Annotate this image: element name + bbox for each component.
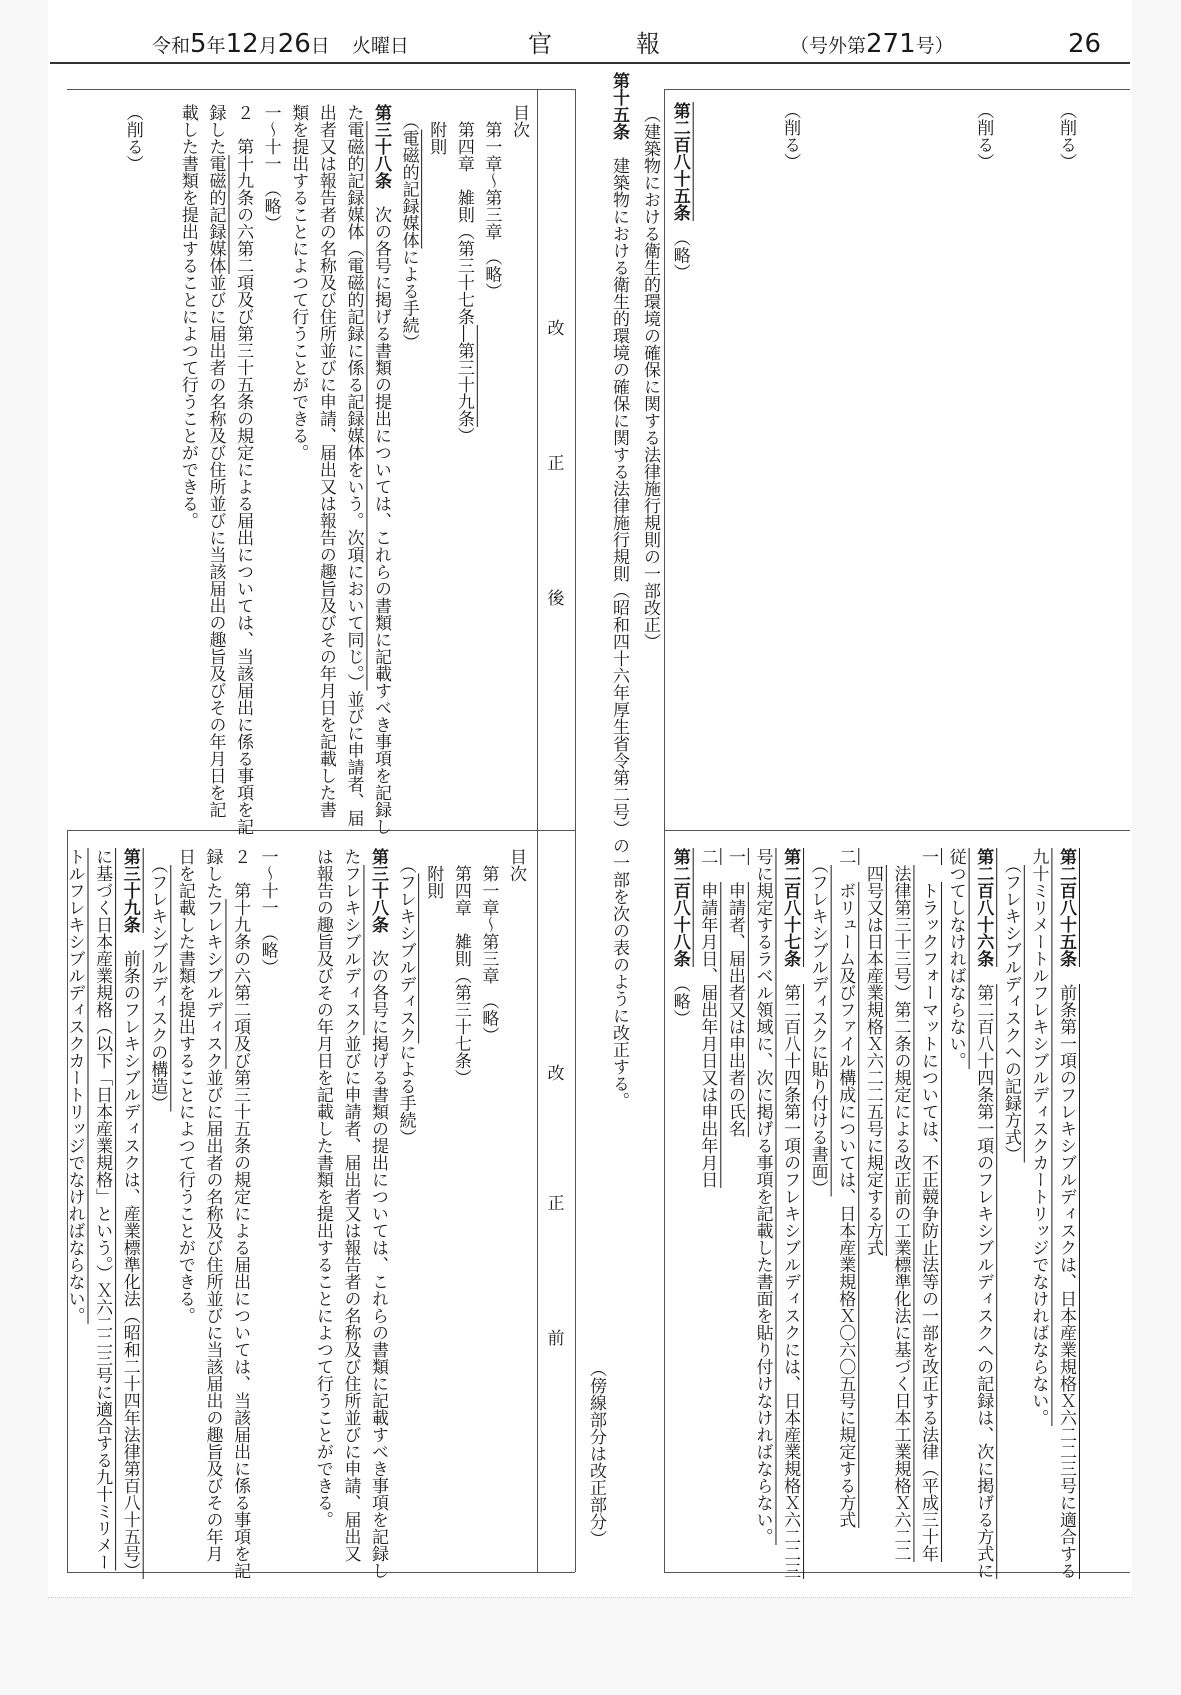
underlined-text: ―第三十九条 (453, 325, 474, 427)
text: 第一章～第三章 （略） (481, 104, 502, 300)
text (890, 848, 910, 865)
text-column (665, 848, 693, 1568)
month: 12 (225, 29, 259, 59)
year-unit: 年 (206, 35, 226, 57)
text-column (308, 848, 336, 1568)
text-column (422, 104, 450, 824)
text: 並びに届出者の名称及び住所並びに当該届出の趣旨及びその年月日を記 (205, 274, 226, 818)
text-column (363, 848, 391, 1579)
text: 目次 (509, 104, 529, 138)
text-column (143, 848, 171, 1568)
text (147, 848, 167, 865)
blank-column (858, 102, 886, 822)
underlined-text: トルフレキシブルディスクカートリッジでなければならない。 (64, 848, 85, 1324)
underlined-text: 従つてしなければならない。 (945, 848, 966, 1069)
text-column (198, 848, 226, 1568)
label-before-3: 前 (547, 1329, 565, 1349)
underlined-text: （フレキシブルディスクへの記録方式） (1000, 865, 1021, 1163)
text-column (449, 104, 477, 824)
text: 次の各号に掲げる書類の提出については、これらの書類に記載すべき事項を記録し (371, 189, 392, 835)
text-column (504, 104, 532, 824)
left-table-right-border (575, 89, 576, 1572)
underlined-text: 九十ミリメートルフレキシブルディスクカートリッジでなければならない。 (1028, 848, 1049, 1426)
underlined-text: 一 (724, 848, 745, 865)
text-column (913, 848, 941, 1568)
underline-note: （傍線部分は改正部分） (586, 1360, 606, 1547)
underlined-text: 前条のフレキシブルディスクは、産業標準化法（昭和二十四年法律第百八十五号） (119, 950, 140, 1579)
label-after-3: 後 (547, 589, 565, 609)
label-after-2: 正 (547, 454, 565, 474)
right-table-top-border (664, 89, 1130, 90)
underlined-text: 法律第三十三号）第二条の規定による改正前の工業標準化法に基づく日本工業規格Ｘ六二二 (890, 865, 911, 1562)
text: （削る） (973, 102, 994, 170)
text-column (720, 848, 748, 1568)
text: （略） (669, 967, 690, 1027)
underlined-text: フレキシブルディスク (202, 899, 223, 1069)
text: （削る） (780, 102, 801, 170)
left-table-bottom-border (67, 1572, 575, 1573)
text-column (803, 848, 831, 1568)
text: （削る） (1056, 102, 1076, 170)
text (1056, 967, 1076, 984)
article-number: 第十五条 (609, 72, 629, 140)
table-after-text (118, 104, 532, 835)
label-before-2: 正 (547, 1194, 565, 1214)
day-unit: 日 (310, 35, 330, 57)
text-column (419, 848, 447, 1568)
text: 日を記載した書類を提出することによつて行うことができる。 (174, 848, 195, 1324)
text-column (88, 848, 116, 1571)
underlined-article-number: 第二百八十七条 (780, 848, 801, 967)
text-column (446, 848, 474, 1568)
text (780, 967, 800, 984)
underlined-text: に基づく日本産業規格（以下「日本産業規格」という。）Ｘ六二二三号に適合する九十ミリメー (92, 848, 113, 1571)
text-column (173, 104, 201, 824)
underlined-article-number: 第二百八十五条 (1056, 848, 1076, 967)
underlined-text: 号に規定するラベル領域に、次に掲げる事項を記載した書面を貼り付けなければならない。 (752, 848, 773, 1545)
era: 令和 (152, 35, 191, 57)
underlined-text: 四号又は日本産業規格Ｘ六二二五号に規定する方式 (862, 865, 883, 1256)
text-column (477, 104, 505, 824)
underlined-article-number: 第二百八十六条 (973, 848, 994, 967)
blank-column (693, 102, 721, 822)
blank-column (913, 102, 941, 822)
text: 一～十一 （略） (260, 104, 281, 232)
blank-column (281, 848, 309, 1568)
underlined-text: トラックフォーマットについては、不正競争防止法等の一部を改正する法律（平成三十年 (918, 882, 939, 1562)
text-column (228, 104, 256, 835)
text-column (748, 848, 776, 1568)
text-column (1024, 848, 1052, 1568)
text: 並びに届出者の名称及び住所並びに当該届出の趣旨及びその年月 (202, 1069, 223, 1562)
underlined-text: 前条第一項のフレキシブルディスクは、日本産業規格Ｘ六二二三号に適合する (1056, 984, 1076, 1579)
text-column (775, 102, 803, 822)
text: は報告の趣旨及びその年月日を記載した書類を提出することによつて行うことができる。 (312, 848, 333, 1528)
underlined-text: 申請者、届出者又は申出者の氏名 (724, 882, 745, 1137)
text-column (886, 848, 914, 1568)
amendment-article (607, 72, 632, 1109)
text-column (284, 104, 312, 824)
text-column (501, 848, 529, 1568)
text-column (394, 104, 422, 824)
text: による手続） (398, 248, 419, 351)
text: 録した (202, 848, 223, 899)
text-column (858, 848, 886, 1568)
text-column (336, 848, 364, 1568)
text: た (343, 104, 364, 121)
blank-column (748, 102, 776, 822)
text-column (1051, 848, 1079, 1579)
text (918, 865, 938, 882)
underlined-article-number: 第三十九条 (119, 848, 140, 933)
blank-column (146, 104, 174, 824)
text-column (969, 102, 997, 822)
text-column (339, 104, 367, 827)
text (120, 933, 140, 950)
underlined-text: 二 (697, 848, 718, 865)
text: た (340, 848, 361, 865)
text-column (969, 848, 997, 1579)
underlined-text: 第二百八十四条第一項のフレキシブルディスクへの記録は、次に掲げる方式に (973, 984, 994, 1579)
issue-prefix: （号外第 (790, 35, 867, 57)
text: （削る） (122, 104, 143, 172)
underlined-text: 電磁的記録媒体（電磁的記録に係る記録媒体をいう。次項において同じ。） (343, 121, 364, 691)
amendment-heading: （建築物における衛生的環境の確保に関する法律施行規則の一部改正） (640, 106, 660, 650)
article-body: 建築物における衛生的環境の確保に関する法律施行規則（昭和四十六年厚生省令第二号）の一部を次の表のように改正する。 (609, 140, 629, 1109)
blank-column (996, 102, 1024, 822)
blank-column (720, 102, 748, 822)
text: 出者又は報告者の名称及び住所並びに申請、届出又は報告の趣旨及びその年月日を記載した書 (315, 104, 336, 818)
text-column (996, 848, 1024, 1568)
text: ） (453, 427, 474, 444)
text-column (775, 848, 803, 1579)
text-column (201, 104, 229, 824)
label-column-border (537, 89, 538, 1572)
blank-column (831, 102, 859, 822)
year: 5 (190, 29, 207, 59)
text (808, 848, 828, 865)
text: 並びに申請者、届出者又は報告者の名称及び住所並びに申請、届出又 (340, 1035, 361, 1562)
text: 一～十一 （略） (257, 848, 278, 976)
underlined-text: フレキシブルディスク (395, 873, 416, 1044)
text: （略） (669, 221, 690, 281)
weekday: 火曜日 (351, 35, 409, 57)
issue-suffix: 号） (915, 35, 954, 57)
text: 次の各号に掲げる書類の提出については、これらの書類に記載すべき事項を記録し (368, 933, 389, 1579)
text-column (170, 848, 198, 1568)
issue-number (790, 28, 954, 60)
text (973, 967, 993, 984)
text-column (366, 104, 394, 835)
underlined-text: 第二百八十四条第一項のフレキシブルディスクには、日本産業規格Ｘ六二二三 (780, 984, 801, 1579)
underlined-text: フレキシブルディスク (340, 865, 361, 1035)
text-column (665, 102, 693, 822)
text-column (256, 104, 284, 824)
day: 26 (277, 29, 311, 59)
text-column (693, 848, 721, 1568)
text-column (1051, 102, 1079, 822)
page-bottom-divider (48, 1597, 1132, 1598)
underlined-text: 二 (835, 848, 856, 865)
text (725, 865, 745, 882)
text-column (831, 848, 859, 1568)
issue-date (152, 28, 409, 60)
text: 附則 (426, 104, 447, 155)
underlined-text: 電磁的記録媒体 (398, 129, 419, 249)
text: 録した (205, 104, 226, 155)
gazette-title-2: 報 (636, 30, 660, 58)
table-before-text (60, 848, 529, 1579)
text: 第四章 雑則（第三十七条） (450, 848, 471, 1086)
underlined-text: 電磁的記録媒体 (205, 155, 226, 274)
text-column (115, 848, 143, 1579)
prev-table-after-text (665, 102, 1079, 822)
text: ２ 第十九条の六第二項及び第三十五条の規定による届出については、当該届出に係る事項を記 (233, 104, 254, 835)
underlined-text: （フレキシブルディスクに貼り付ける書面） (807, 865, 828, 1197)
text: 第一章～第三章 （略） (478, 848, 499, 1044)
blank-column (941, 102, 969, 822)
underlined-article-number: 第二百八十八条 (669, 848, 690, 967)
text: 第四章 雑則（第三十七条 (453, 104, 474, 325)
text-column (225, 848, 253, 1579)
issue-no: 271 (866, 29, 916, 59)
text: 附則 (423, 848, 444, 899)
text (863, 848, 883, 865)
text: （ (398, 104, 419, 130)
page-number: 26 (1068, 29, 1102, 59)
underlined-text: 一 (918, 848, 939, 865)
blank-column (1024, 102, 1052, 822)
label-before-1: 改 (547, 1064, 565, 1084)
text-column (253, 848, 281, 1568)
text-column (391, 848, 419, 1568)
text (835, 865, 855, 882)
text-column (941, 848, 969, 1568)
text-column (474, 848, 502, 1568)
text-column (311, 104, 339, 824)
underlined-text: ボリューム及びファイル構成については、日本産業規格Ｘ〇六〇五号に規定する方式 (835, 882, 856, 1528)
blank-column (886, 102, 914, 822)
month-unit: 月 (258, 35, 278, 57)
header-rule (50, 62, 1130, 64)
blank-column (803, 102, 831, 822)
prev-table-before-text (665, 848, 1079, 1579)
label-after-1: 改 (547, 319, 565, 339)
text-column (118, 104, 146, 824)
text: （ (395, 848, 416, 874)
text-column (60, 848, 88, 1568)
left-table-row-divider (67, 830, 575, 831)
text: 並びに申請者、届 (343, 690, 364, 827)
underlined-article-number: 第二百八十五条 (669, 102, 690, 221)
text: 載した書類を提出することによつて行うことができる。 (177, 104, 198, 529)
underlined-text: （フレキシブルディスクの構造） (147, 865, 168, 1112)
text: 類を提出することによつて行うことができる。 (288, 104, 309, 461)
underlined-text: 申請年月日、届出年月日又は申出年月日 (697, 882, 718, 1188)
text: による手続） (395, 1043, 416, 1146)
gazette-title-1: 官 (528, 30, 552, 58)
text (697, 865, 717, 882)
text: ２ 第十九条の六第二項及び第三十五条の規定による届出については、当該届出に係る事項を記 (230, 848, 251, 1579)
right-table-row-divider (664, 830, 1130, 831)
text (1001, 848, 1021, 865)
text: 目次 (506, 848, 526, 882)
left-table-top-border (67, 89, 575, 90)
article-number: 第三十八条 (371, 104, 392, 189)
article-number: 第三十八条 (368, 848, 389, 933)
